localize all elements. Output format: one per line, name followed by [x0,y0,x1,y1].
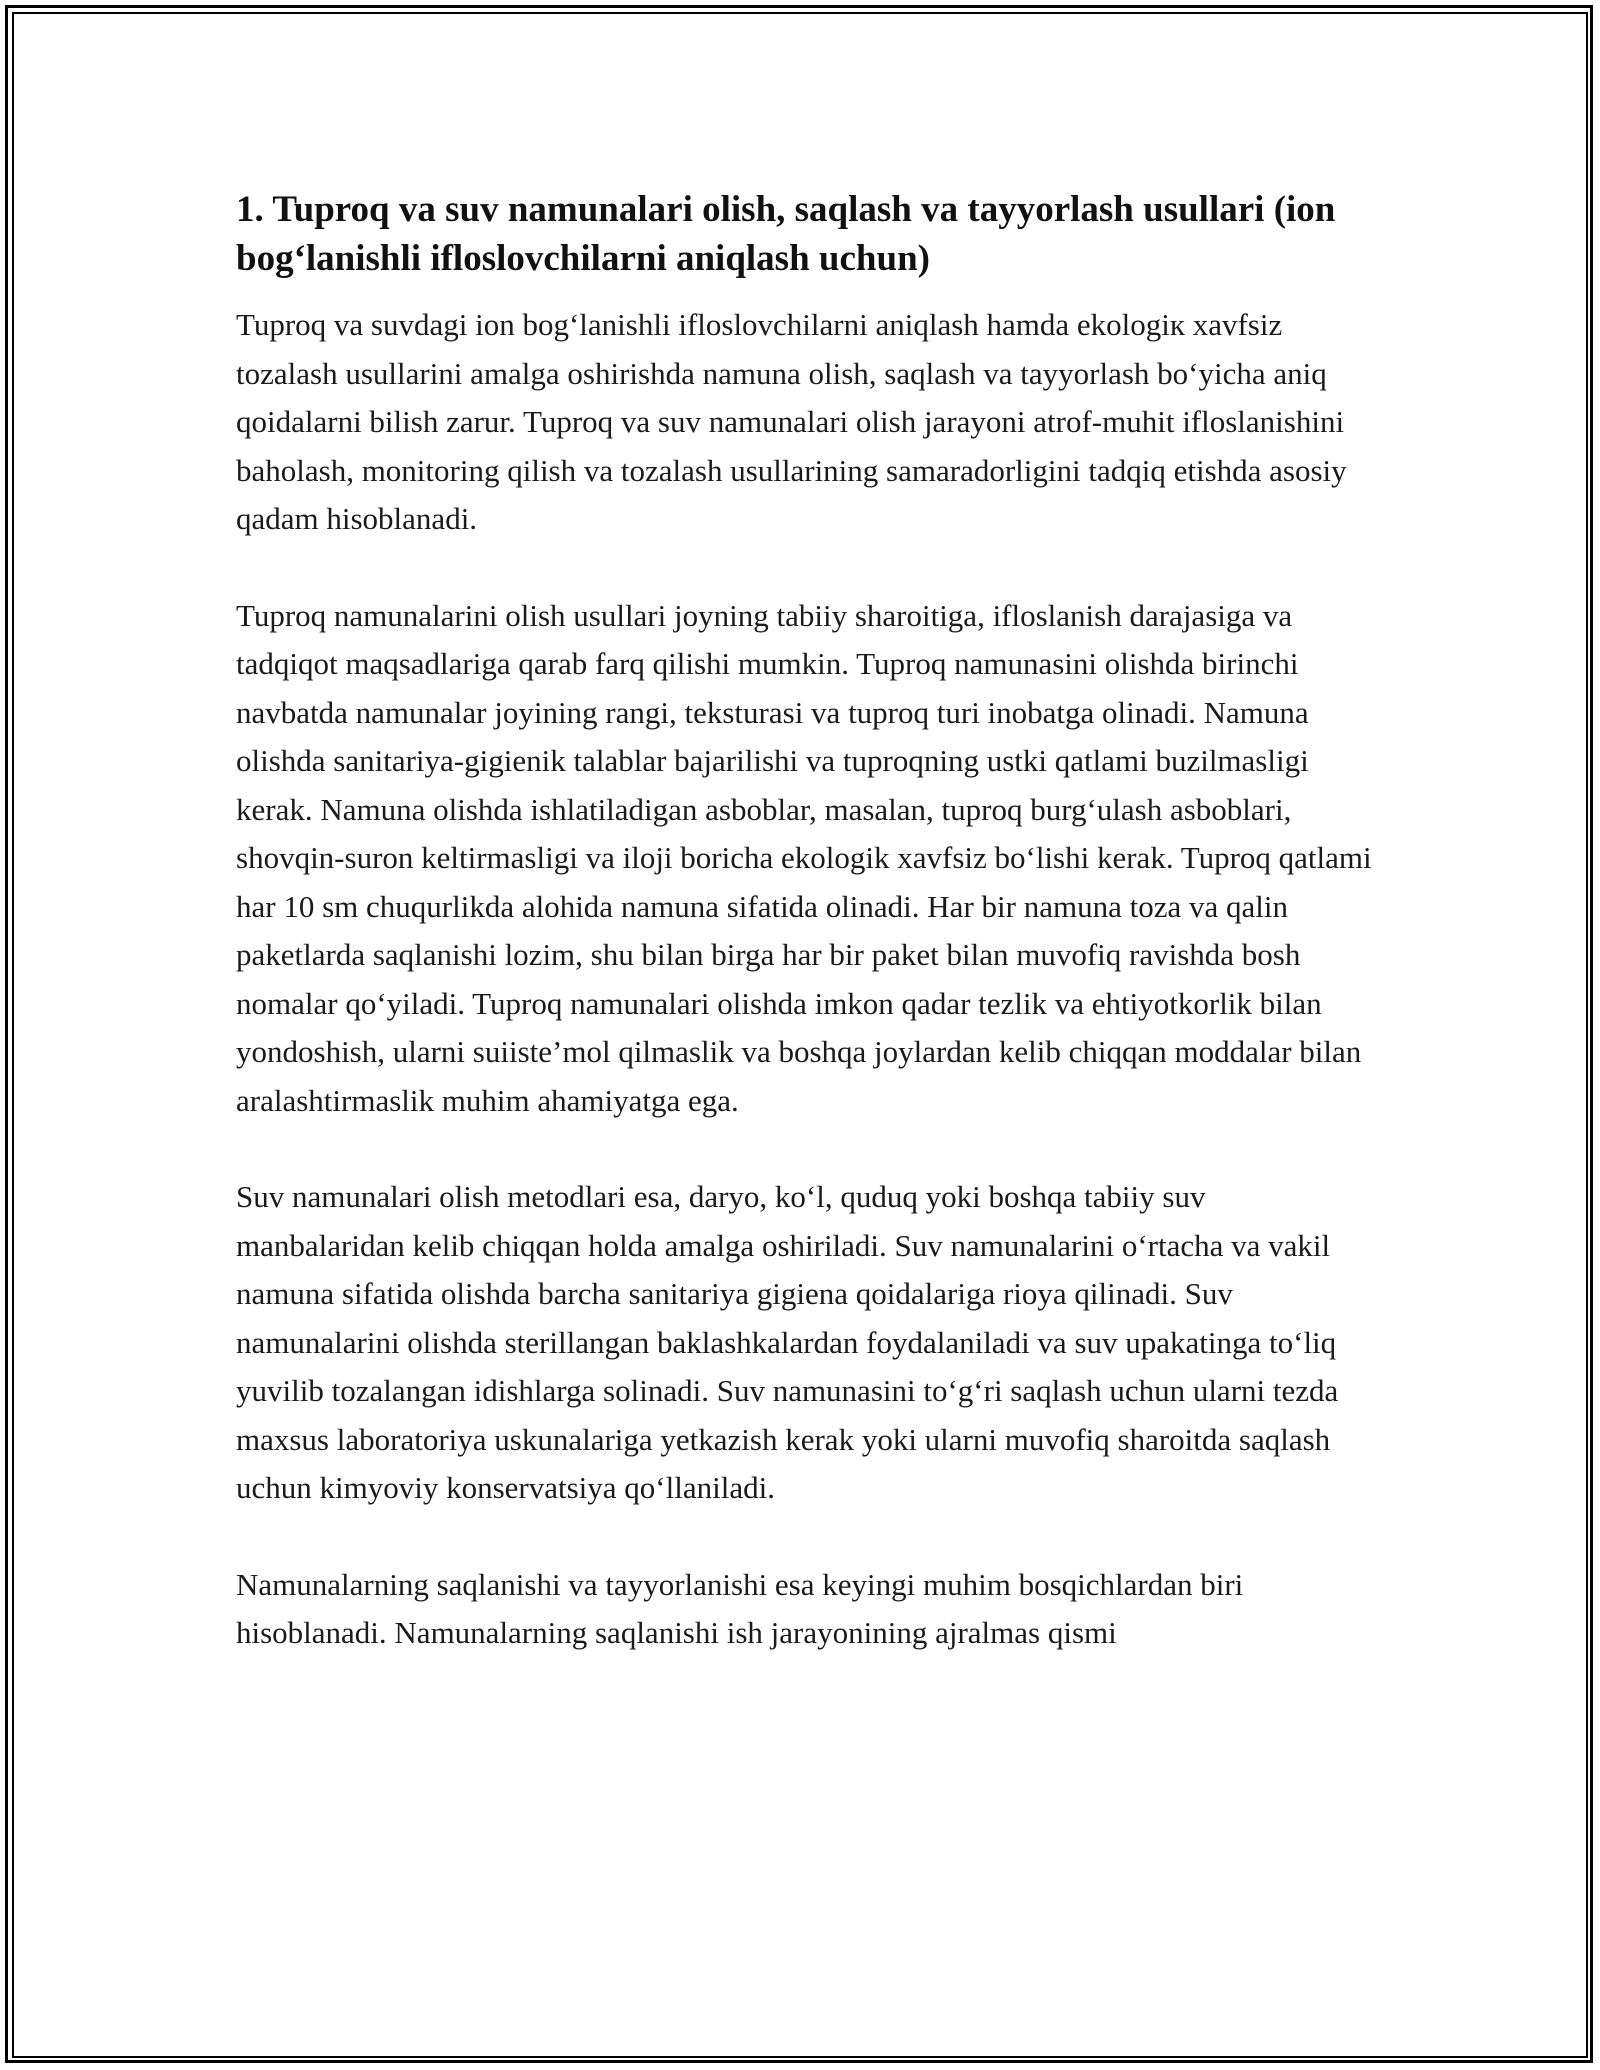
paragraph-intro: Tuproq va suvdagi ion bog‘lanishli ifloslovchilarni aniqlash hamda ekologiк xavfsiz tozalash usullarini amalga oshirishda namuna olish, saqlash va tayyorlash bo‘yicha aniq qoidalarni bilish zarur. Tuproq va suv namunalari olish jarayoni atrof-muhit ifloslanishini baholash, monitoring qilish va tozalash usullarining samaradorligini tadqiq etishda asosiy qadam hisoblanadi. [236,307,1347,536]
paragraph-storage: Namunalarning saqlanishi va tayyorlanishi esa keyingi muhim bosqichlardan biri hisoblanadi. Namunalarning saqlanishi ish jarayonining ajralmas qismi [236,1566,1244,1650]
paragraph-water-sampling: Suv namunalari olish metodlari esa, daryo, ko‘l, quduq yoki boshqa tabiiy suv manbalaridan kelib chiqqan holda amalga oshiriladi. Suv namunalarini o‘rtacha va vakil namuna sifatida olishda barcha sanitariya gigiena qoidalariga rioya qilinadi. Suv namunalarini olishda sterillangan baklashkalardan foydalaniladi va suv upakatinga to‘liq yuvilib tozalangan idishlarga solinadi. Suv namunasini to‘g‘ri saqlash uchun ularni tezda maxsus laboratoriya uskunalariga yetkazish kerak yoki ularni muvofiq sharoitda saqlash uchun kimyoviy konservatsiya qo‘llaniladi. [236,1179,1339,1505]
section-heading: 1. Tuproq va suv namunalari olish, saqlash va tayyorlash usullari (ion bog‘lanishli ifloslovchilarni aniqlash uchun) [236,189,1336,279]
document-body [236,185,1376,1706]
paragraph-soil-sampling: Tuproq namunalarini olish usullari joyning tabiiy sharoitiga, ifloslanish darajasiga va tadqiqot maqsadlariga qarab farq qilishi mumkin. Tuproq namunasini olishda birinchi navbatda namunalar joyining rangi, teksturasi va tuproq turi inobatga olinadi. Namuna olishda sanitariya-gigienik talablar bajarilishi va tuproqning ustki qatlami buzilmasligi kerak. Namuna olishda ishlatiladigan asboblar, masalan, tuproq burg‘ulash asboblari, shovqin-suron keltirmasligi va iloji boricha ekologik xavfsiz bo‘lishi kerak. Tuproq qatlami har 10 sm chuqurlikda alohida namuna sifatida olinadi. Har bir namuna toza va qalin paketlarda saqlanishi lozim, shu bilan birga har bir paket bilan muvofiq ravishda bosh nomalar qo‘yiladi. Tuproq namunalari olishda imkon qadar tezlik va ehtiyotkorlik bilan yondoshish, ularni suiiste’mol qilmaslik va boshqa joylardan kelib chiqqan moddalar bilan aralashtirmaslik muhim ahamiyatga ega. [236,597,1372,1118]
